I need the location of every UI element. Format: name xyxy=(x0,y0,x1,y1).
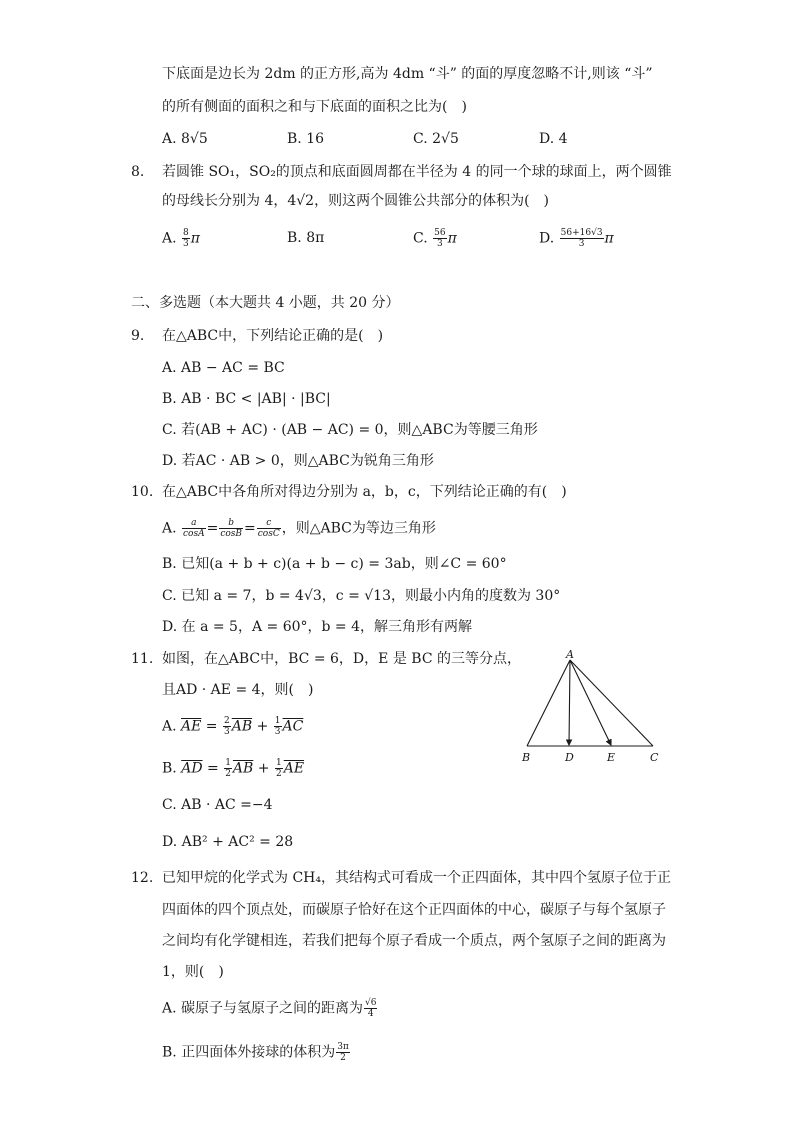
q12-option-b-denominator: 2 xyxy=(340,1053,346,1063)
q9-option-c: C. 若(AB + AC) · (AB − AC) = 0，则△ABC为等腰三角形 xyxy=(162,422,538,438)
q7-option-a: A. 8√5 xyxy=(162,131,208,147)
q8-option-a-pi: π xyxy=(190,230,200,247)
q12-option-a-denominator: 4 xyxy=(367,1009,374,1019)
q10-option-d: D. 在 a = 5，A = 60°，b = 4，解三角形有两解 xyxy=(162,619,473,635)
side-ac xyxy=(570,660,653,746)
q8-stem-line1: 若圆锥 SO₁，SO₂的顶点和底面圆周都在半径为 4 的同一个球的球面上，两个圆锥 xyxy=(162,164,672,180)
q9-option-a: A. AB − AC = BC xyxy=(162,360,285,376)
q12-option-b-text: B. 正四面体外接球的体积为 xyxy=(162,1044,336,1061)
q8-option-a-label: A. xyxy=(162,230,177,247)
q12-option-a-text: A. 碳原子与氢原子之间的距离为 xyxy=(162,1000,364,1017)
q9-stem: 在△ABC中，下列结论正确的是( ) xyxy=(162,328,384,344)
q8-option-a xyxy=(162,228,200,249)
q10-option-a-tail: ，则△ABC为等边三角形 xyxy=(281,520,436,537)
q10-frac-c: $\frac{c}{\cos C}$ xyxy=(257,518,280,539)
q12-number: 12. xyxy=(131,870,154,886)
q10-number: 10. xyxy=(131,484,154,500)
q9-option-b: B. AB · BC < |AB| · |BC| xyxy=(162,391,331,407)
q12-option-b-fraction xyxy=(336,1042,350,1063)
q10-frac-a: $\frac{a}{\cos A}$ xyxy=(183,518,205,539)
q7-stem-line2: 的所有侧面的面积之和与下底面的面积之比为( ) xyxy=(162,99,467,115)
q9-option-d: D. 若AC · AB > 0，则△ABC为锐角三角形 xyxy=(162,453,434,469)
q11-option-c: C. AB · AC =−4 xyxy=(162,797,273,813)
label-a: A xyxy=(566,648,574,661)
q7-option-c: C. 2√5 xyxy=(413,131,459,147)
q11-number: 11. xyxy=(131,651,154,667)
q10-option-a-label: A. xyxy=(162,520,177,537)
q8-option-c-denominator: 3 xyxy=(436,239,443,249)
vector-ae xyxy=(570,660,611,745)
q7-option-b: B. 16 xyxy=(287,131,325,147)
q8-option-c-label: C. xyxy=(413,230,428,247)
q10-stem: 在△ABC中各角所对得边分别为 a，b，c，下列结论正确的有( ) xyxy=(162,484,567,500)
q8-option-c-pi: π xyxy=(447,230,457,247)
q10-option-a: A. $\frac{a}{\cos A}$ = $\frac{b}{\cos B}$ = $\frac{c}{\cos C}$ ，则△ABC为等边三角形 xyxy=(162,518,436,539)
section-2-heading: 二、多选题（本大题共 4 小题，共 20 分） xyxy=(131,295,400,311)
q8-number: 8. xyxy=(131,164,145,180)
q12-stem-line1: 已知甲烷的化学式为 CH₄，其结构式可看成一个正四面体，其中四个氢原子位于正 xyxy=(162,870,671,886)
q11-option-b: B. $\overline{AD}$ = $\frac{1}{2}$ $\overline{AB}$ + $\frac{1}{2}$ $\overline{AE}$ xyxy=(162,758,305,779)
q12-option-a xyxy=(162,998,378,1019)
side-ab xyxy=(527,660,570,746)
q11-option-a: A. $\overline{AE}$ = $\frac{2}{3}$ $\overline{AB}$ + $\frac{1}{3}$ $\overline{AC}$ xyxy=(162,716,304,737)
q12-option-a-fraction xyxy=(364,998,377,1019)
q8-option-d xyxy=(539,228,614,249)
q8-option-d-denominator: 3 xyxy=(578,239,585,249)
q11-option-d: D. AB² + AC² = 28 xyxy=(162,834,294,850)
q8-option-d-label: D. xyxy=(539,230,555,247)
q8-option-d-pi: π xyxy=(604,230,614,247)
label-c: C xyxy=(650,751,659,764)
q8-option-d-numerator: 56+16√3 xyxy=(560,228,603,238)
triangle-figure xyxy=(515,648,665,766)
q12-stem-line2: 四面体的四个顶点处，而碳原子恰好在这个正四面体的中心，碳原子与每个氢原子 xyxy=(162,902,666,918)
q9-number: 9. xyxy=(131,328,145,344)
q8-option-c xyxy=(413,228,457,249)
vector-ad xyxy=(569,660,570,745)
label-e: E xyxy=(607,751,616,764)
q8-option-c-numerator: 56 xyxy=(434,228,446,238)
q8-option-c-fraction xyxy=(433,228,446,249)
q11-stem-line2: 且AD · AE = 4，则( ) xyxy=(162,682,314,698)
q8-option-b: B. 8π xyxy=(287,230,325,246)
q10-option-b: B. 已知(a + b + c)(a + b − c) = 3ab，则∠C = 60° xyxy=(162,556,507,572)
q12-option-b xyxy=(162,1042,351,1063)
q8-option-d-fraction xyxy=(560,228,604,249)
label-d: D xyxy=(565,751,574,764)
q12-option-b-numerator: 3π xyxy=(337,1042,349,1052)
q10-option-c: C. 已知 a = 7，b = 4√3，c = √13，则最小内角的度数为 30° xyxy=(162,588,561,604)
q10-frac-b: $\frac{b}{\cos B}$ xyxy=(220,518,243,539)
q12-option-a-numerator: √6 xyxy=(365,998,377,1008)
q8-option-a-fraction xyxy=(182,228,190,249)
q7-stem-line1: 下底面是边长为 2dm 的正方形,高为 4dm “斗” 的面的厚度忽略不计,则该 “斗” xyxy=(162,66,653,82)
q8-option-a-denominator: 3 xyxy=(183,239,189,249)
q12-stem-line3: 之间均有化学键相连，若我们把每个原子看成一个质点，两个氢原子之间的距离为 xyxy=(162,933,666,949)
q7-option-d: D. 4 xyxy=(539,131,568,147)
label-b: B xyxy=(522,751,531,764)
q12-stem-line4: 1，则( ) xyxy=(162,964,224,980)
q11-stem-line1: 如图，在△ABC中，BC = 6，D，E 是 BC 的三等分点， xyxy=(162,651,521,667)
q8-stem-line2: 的母线长分别为 4，4√2，则这两个圆锥公共部分的体积为( ) xyxy=(162,193,550,209)
q8-option-a-numerator: 8 xyxy=(183,228,189,238)
